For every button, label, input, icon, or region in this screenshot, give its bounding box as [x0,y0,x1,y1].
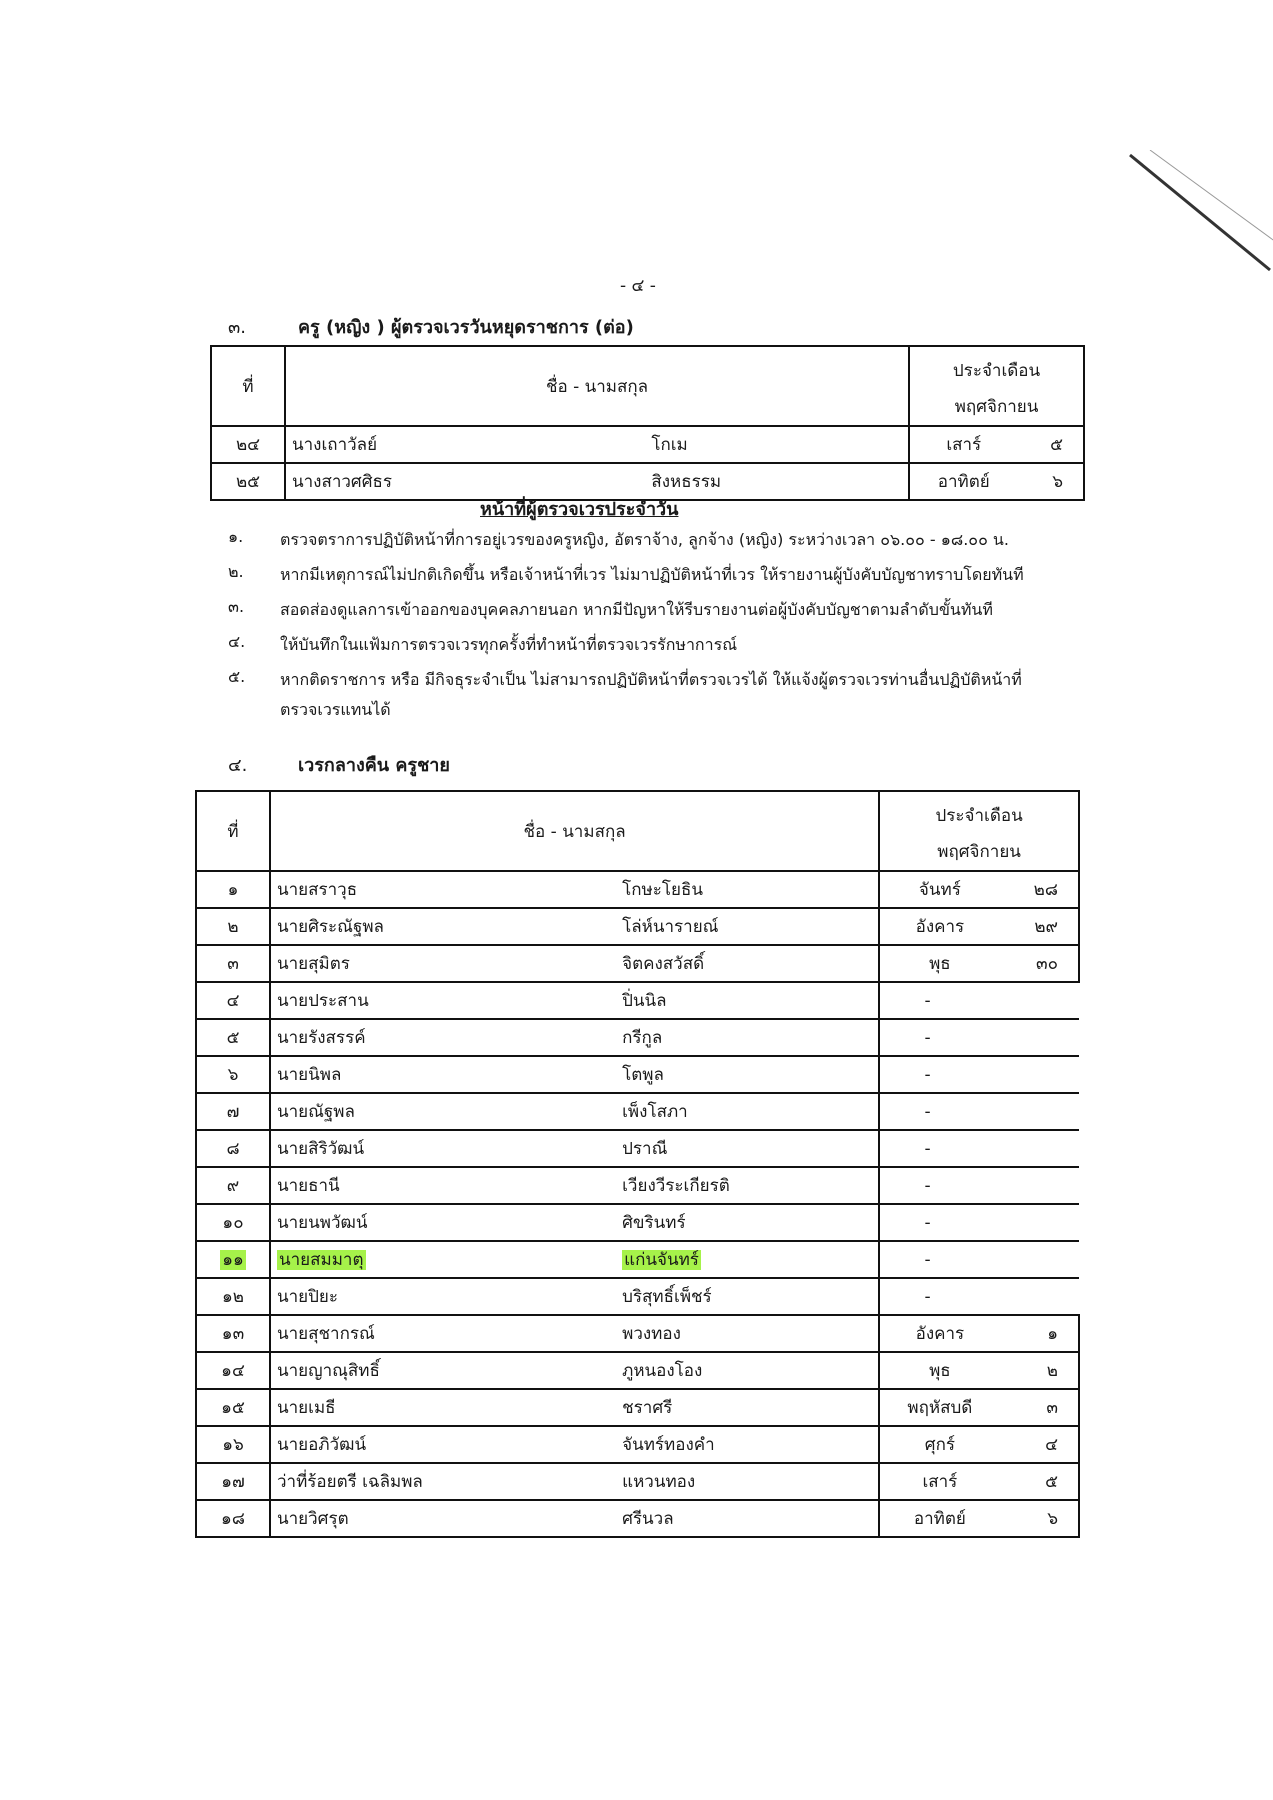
duty-item [200,560,1200,590]
row-surname: พวงทอง [622,1324,681,1344]
table-row [196,1389,1079,1426]
table-row [196,908,1079,945]
duty-text: หากมีเหตุการณ์ไม่ปกติเกิดขึ้น หรือเจ้าหน้าที่เวร ไม่มาปฏิบัติหน้าที่เวร ให้รายงานผู้บังคับบัญชาทราบโดยทันที [280,565,1024,584]
row-number: ๑๔ [221,1361,245,1381]
row-day: อาทิตย์ [913,1509,966,1529]
row-surname: เวียงวีระเกียรติ [622,1176,730,1196]
row-number: ๖ [227,1065,239,1085]
row-name: นายณัฐพล [277,1102,355,1122]
row-number: ๑๗ [221,1472,245,1492]
table-row [196,1463,1079,1500]
duty-item [200,665,1200,725]
section4-heading [228,750,450,779]
row-name: นายนิพล [277,1065,342,1085]
duty-item [200,595,1200,625]
row-surname: โกเม [651,435,688,455]
row-name: นายรังสรรค์ [277,1028,366,1048]
duty-text: ตรวจตราการปฏิบัติหน้าที่การอยู่เวรของครูหญิง, อัตราจ้าง, ลูกจ้าง (หญิง) ระหว่างเวลา ๐๖.๐๐ - ๑๘.๐๐ น. [280,530,1009,549]
table-row [196,871,1079,908]
row-name: ว่าที่ร้อยตรี เฉลิมพล [277,1472,423,1492]
row-number: ๑๒ [222,1287,244,1307]
row-number: ๒ [227,917,239,937]
row-date: ๕ [1050,435,1063,455]
header-month [909,346,1084,426]
row-number: ๑๐ [222,1213,244,1233]
row-day: - [924,1101,931,1122]
row-date: ๖ [1047,1509,1058,1529]
duty-number: ๒. [228,562,244,581]
row-name: นายสมมาตุ [279,1250,364,1270]
row-name: นายเมธี [277,1398,336,1418]
row-surname: เพ็งโสภา [622,1102,688,1122]
row-number: ๑๕ [221,1398,245,1418]
row-day: - [924,1064,931,1085]
header-no: ที่ [211,346,285,426]
table-row [196,945,1079,982]
header-name: ชื่อ - นามสกุล [285,346,909,426]
row-day: อังคาร [915,917,965,937]
row-date: ๒๙ [1034,917,1058,937]
row-name: นายญาณุสิทธิ์ [277,1361,380,1381]
row-surname: ศรีนวล [622,1509,674,1529]
table-row [196,1500,1079,1537]
row-day: พุธ [929,1361,951,1381]
row-day: จันทร์ [918,880,961,900]
table-row [196,1426,1079,1463]
duty-text: ให้บันทึกในแฟ้มการตรวจเวรทุกครั้งที่ทำหน้าที่ตรวจเวรรักษาการณ์ [280,635,738,654]
row-day: พุธ [929,954,951,974]
duty-text-continued: ตรวจเวรแทนได้ [280,700,391,719]
row-name: นายปิยะ [277,1287,339,1307]
row-name: นายประสาน [277,991,369,1011]
row-day: - [924,1027,931,1048]
row-name: นายวิศรุต [277,1509,349,1529]
row-day: ศุกร์ [924,1435,955,1455]
section3-number: ๓. [228,317,247,338]
row-number: ๘ [226,1139,240,1159]
table-row [211,426,1084,463]
row-surname: โกษะโยธิน [622,880,703,900]
row-day: - [924,1212,931,1233]
row-name: นางเถาวัลย์ [292,435,378,455]
table-row [196,1315,1079,1352]
section3-heading [228,312,634,341]
row-name: นายธานี [277,1176,340,1196]
row-number: ๓ [227,954,239,974]
row-date: ๒ [1046,1361,1058,1381]
row-date: ๖ [1052,472,1063,492]
row-date: ๑ [1047,1324,1058,1344]
row-number: ๑๘ [221,1509,245,1529]
row-name: นายสราวุธ [277,880,358,900]
duty-text: หากติดราชการ หรือ มีกิจธุระจำเป็น ไม่สามารถปฏิบัติหน้าที่ตรวจเวรได้ ให้แจ้งผู้ตรวจเวรท่านอื่นปฏิบัติหน้าที่ [280,670,1022,689]
duty-number: ๓. [228,597,245,616]
table-row [196,1019,1079,1056]
row-day: - [924,1249,931,1270]
row-date: ๕ [1045,1472,1058,1492]
section3-title: ครู (หญิง ) ผู้ตรวจเวรวันหยุดราชการ (ต่อ) [298,317,634,338]
table-row [196,1130,1079,1167]
row-name: นายอภิวัฒน์ [277,1435,367,1455]
row-number: ๔ [226,991,240,1011]
row-day: อังคาร [915,1324,965,1344]
row-surname: แหวนทอง [622,1472,696,1492]
duty-number: ๑. [228,527,244,546]
row-number: ๗ [226,1102,240,1122]
duty-number: ๔. [228,632,246,651]
table-row [196,1241,1079,1278]
table-row [196,982,1079,1019]
table-row [196,1204,1079,1241]
row-surname: โล่ห์นารายณ์ [622,917,719,937]
row-name: นายสุมิตร [277,954,350,974]
row-surname: ปิ่นนิล [622,991,667,1011]
row-name: นางสาวศศิธร [292,472,393,492]
row-surname: สิงหธรรม [651,472,722,492]
row-day: เสาร์ [946,435,982,455]
header-month-line2: พฤศจิกายน [937,842,1021,862]
row-day: - [924,1286,931,1307]
table-row [196,1167,1079,1204]
row-surname: ภูหนองโอง [622,1361,703,1381]
header-month-line1: ประจำเดือน [935,806,1023,826]
header-no: ที่ [196,791,270,871]
row-number: ๑ [227,880,239,900]
row-surname: แก่นจันทร์ [624,1250,699,1270]
duty-number: ๕. [228,667,246,686]
table-row [196,1093,1079,1130]
page-number: - ๔ - [620,276,656,296]
row-name: นายนพวัฒน์ [277,1213,368,1233]
duties-title: หน้าที่ผู้ตรวจเวรประจำวัน [480,499,679,520]
row-surname: บริสุทธิ์เพ็ชร์ [622,1287,712,1307]
row-date: ๔ [1045,1435,1058,1455]
page-fold-mark [1120,150,1273,280]
section4-title: เวรกลางคืน ครูชาย [298,755,450,776]
row-name: นายศิระณัฐพล [277,917,384,937]
row-day: - [924,1138,931,1159]
section3-table [210,345,1085,501]
row-number: ๑๓ [221,1324,245,1344]
row-name: นายสุชากรณ์ [277,1324,375,1344]
header-month-line2: พฤศจิกายน [954,397,1039,417]
row-surname: กรีกูล [622,1028,663,1048]
row-day: - [924,1175,931,1196]
table-row [196,1352,1079,1389]
row-day: - [924,990,931,1011]
row-surname: ศิขรินทร์ [622,1213,686,1233]
row-number: ๑๑ [222,1250,244,1270]
row-number: ๙ [226,1176,240,1196]
section4-table [195,790,1080,1538]
table-row [196,1278,1079,1315]
row-surname: จันทร์ทองคำ [622,1435,715,1455]
row-date: ๒๘ [1033,880,1058,900]
row-surname: ปราณี [622,1139,668,1159]
row-number: ๒๔ [235,435,261,455]
row-day: พฤหัสบดี [907,1398,973,1418]
row-date: ๓๐ [1036,954,1058,974]
row-day: เสาร์ [922,1472,958,1492]
section4-number: ๔. [228,755,248,776]
duty-item [200,525,1200,555]
row-surname: จิตคงสวัสดิ์ [622,954,705,974]
row-number: ๑๖ [222,1435,244,1455]
row-day: อาทิตย์ [937,472,990,492]
row-surname: ชราศรี [622,1398,673,1418]
duty-item [200,630,1200,660]
row-date: ๓ [1046,1398,1058,1418]
header-name: ชื่อ - นามสกุล [270,791,879,871]
row-number: ๒๕ [235,472,261,492]
table-row [196,1056,1079,1093]
header-month [879,791,1079,871]
row-name: นายสิริวัฒน์ [277,1139,365,1159]
header-month-line1: ประจำเดือน [952,361,1041,381]
duty-text: สอดส่องดูแลการเข้าออกของบุคคลภายนอก หากมีปัญหาให้รีบรายงานต่อผู้บังคับบัญชาตามลำดับขั้นทันที [280,600,993,619]
row-number: ๕ [226,1028,240,1048]
row-surname: โตพูล [622,1065,664,1085]
